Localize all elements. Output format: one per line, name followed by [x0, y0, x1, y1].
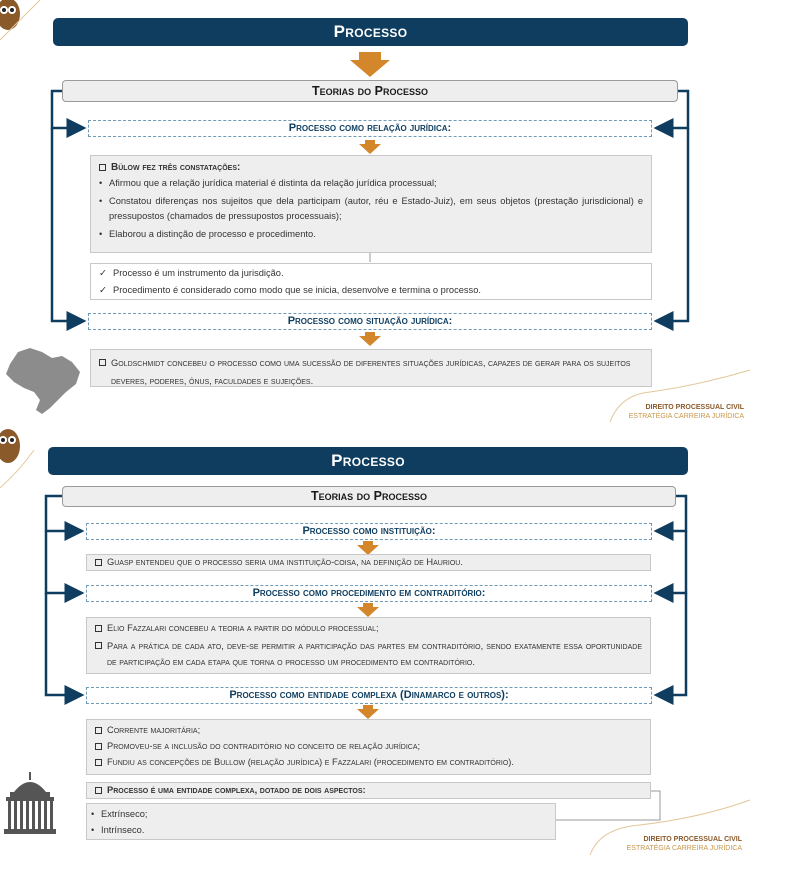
- aspects-heading: Processo é uma entidade complexa, dotado de dois aspectos:: [95, 785, 642, 795]
- entidade-box: [86, 719, 651, 775]
- list-item: • Elaborou a distinção de processo e procedimento.: [99, 228, 316, 239]
- brazil-map-icon: [6, 348, 80, 414]
- list-item: Fundiu as concepções de Bullow (relação jurídica) e Fazzalari (procedimento em contraditório).: [95, 757, 642, 767]
- instituicao-heading: Processo como instituição:: [86, 523, 652, 540]
- checkbox-icon: [95, 625, 102, 632]
- guasp-box: [86, 554, 651, 571]
- situacao-juridica-heading: Processo como situação jurídica:: [88, 313, 652, 330]
- entidade-complexa-heading: Processo como entidade complexa (Dinamarco e outros):: [86, 687, 652, 704]
- list-item: Elio Fazzalari concebeu a teoria a partir do módulo processual;: [95, 623, 642, 633]
- checkbox-icon: [95, 559, 102, 566]
- checkmark-icon: ✓: [99, 285, 107, 295]
- bulow-box: [90, 155, 652, 253]
- procedimento-contraditorio-heading: Processo como procedimento em contraditório:: [86, 585, 652, 602]
- list-item: • Afirmou que a relação jurídica material é distinta da relação jurídica processual;: [99, 178, 437, 188]
- panel2-title-banner: Processo: [48, 447, 688, 475]
- aspects-heading-box: [86, 782, 651, 799]
- checkbox-icon: [95, 642, 102, 649]
- check-item: ✓ Processo é um instrumento da jurisdição.: [99, 268, 284, 278]
- checks-box: [90, 263, 652, 300]
- checkbox-icon: [99, 359, 106, 366]
- owl-icon: [0, 429, 20, 463]
- checkbox-icon: [99, 164, 106, 171]
- footer-brand: DIREITO PROCESSUAL CIVIL: [645, 404, 744, 411]
- list-item: Para a prática de cada ato, deve-se permitir a participação das partes em contraditório, sendo exatamente essa oportunidade de participação em cada etapa que torna o processo um procedimento em contraditório.: [95, 638, 642, 671]
- owl-icon: [0, 0, 20, 30]
- aspects-box: [86, 803, 556, 840]
- checkbox-icon: [95, 727, 102, 734]
- check-item: ✓ Procedimento é considerado como modo que se inicia, desenvolve e termina o processo.: [99, 285, 481, 295]
- goldschmidt-box: [90, 349, 652, 387]
- footer-brand: DIREITO PROCESSUAL CIVIL: [643, 836, 742, 843]
- list-item: • Extrínseco;: [91, 809, 148, 819]
- list-item: • Constatou diferenças nos sujeitos que dela participam (autor, réu e Estado-Juiz), em seus objetos (prestação jurisdicional) e pressupostos (chamados de pressupostos processuais);: [99, 196, 643, 221]
- checkbox-icon: [95, 759, 102, 766]
- checkmark-icon: ✓: [99, 268, 107, 278]
- guasp-text: Guasp entendeu que o processo seria uma instituição-coisa, na definição de Hauriou.: [95, 557, 642, 567]
- checkbox-icon: [95, 743, 102, 750]
- panel2-theories-header: Teorias do Processo: [62, 486, 676, 507]
- panel1-theories-header: Teorias do Processo: [62, 80, 678, 102]
- footer-subbrand: ESTRATÉGIA CARREIRA JURÍDICA: [628, 413, 744, 420]
- goldschmidt-text: Goldschmidt concebeu o processo como uma sucessão de diferentes situações jurídicas, capazes de gerar para os sujeitos deveres, poderes, ônus, faculdades e sujeições.: [99, 355, 643, 390]
- list-item: Corrente majoritária;: [95, 725, 642, 735]
- bulow-heading: Bülow fez três constatações:: [99, 162, 643, 173]
- capitol-building-icon: [4, 772, 56, 834]
- fazzalari-box: [86, 617, 651, 674]
- relation-juridica-heading: Processo como relação jurídica:: [88, 120, 652, 137]
- checkbox-icon: [95, 787, 102, 794]
- panel1-title-banner: Processo: [53, 18, 688, 46]
- footer-subbrand: ESTRATÉGIA CARREIRA JURÍDICA: [626, 845, 742, 852]
- list-item: Promoveu-se a inclusão do contraditório no conceito de relação jurídica;: [95, 741, 642, 751]
- list-item: • Intrínseco.: [91, 825, 145, 835]
